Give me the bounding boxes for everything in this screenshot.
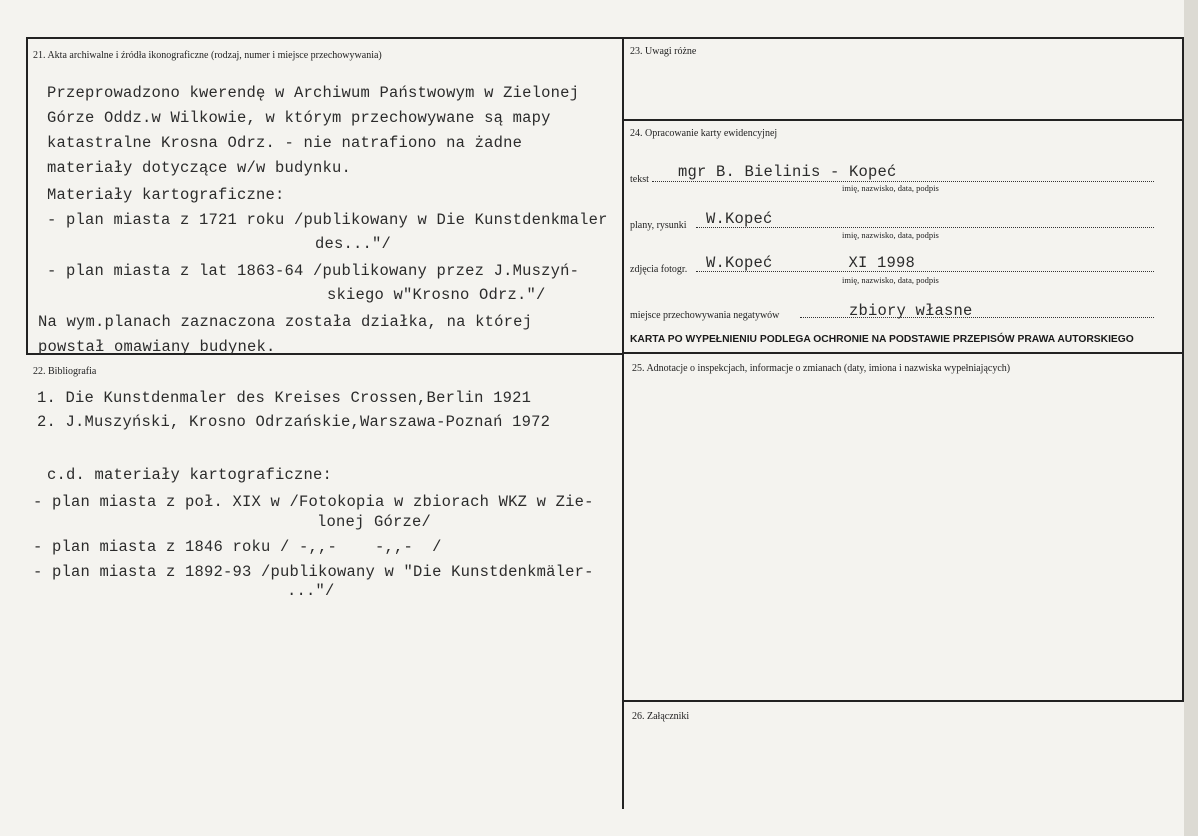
s21-line-11: powstał omawiany budynek. — [38, 338, 276, 356]
s22-line-5: lonej Górze/ — [317, 513, 432, 531]
row-zdjecia-value: W.Kopeć XI 1998 — [706, 254, 916, 272]
row-tekst-value: mgr B. Bielinis - Kopeć — [678, 163, 897, 181]
row-plany-label: plany, rysunki — [630, 220, 687, 231]
row-plany-sub: imię, nazwisko, data, podpis — [842, 230, 939, 240]
paper-edge — [1184, 0, 1198, 836]
s21-line-10: Na wym.planach zaznaczona została działka, na której — [38, 313, 533, 331]
section-26-label: 26. Załączniki — [632, 711, 690, 722]
s22-line-2: 2. J.Muszyński, Krosno Odrzańskie,Warszawa-Poznań 1972 — [37, 413, 551, 431]
section-21-label: 21. Akta archiwalne i źródła ikonograficzne (rodzaj, numer i miejsce przechowywania) — [33, 50, 382, 61]
rule-25-26 — [622, 700, 1184, 702]
s22-line-1: 1. Die Kunstdenmaler des Kreises Crossen,Berlin 1921 — [37, 389, 532, 407]
s22-line-8: ..."/ — [287, 582, 335, 600]
top-rule — [26, 37, 1184, 39]
s21-line-2: Górze Oddz.w Wilkowie, w którym przechowywane są mapy — [47, 109, 551, 127]
s21-line-6: - plan miasta z 1721 roku /publikowany w Die Kunstdenkmaler — [47, 211, 608, 229]
s21-line-7: des..."/ — [315, 235, 392, 253]
row-tekst-label: tekst — [630, 174, 649, 185]
row-negatywy-value: zbiory własne — [849, 302, 973, 320]
row-tekst-dotline — [652, 181, 1154, 182]
center-divider — [622, 37, 624, 809]
section-25-label: 25. Adnotacje o inspekcjach, informacje o zmianach (daty, imiona i nazwiska wypełniających) — [632, 363, 1011, 374]
row-negatywy-label: miejsce przechowywania negatywów — [630, 310, 780, 321]
s21-line-8: - plan miasta z lat 1863-64 /publikowany przez J.Muszyń- — [47, 262, 580, 280]
s22-line-3: c.d. materiały kartograficzne: — [47, 466, 333, 484]
s22-line-6: - plan miasta z 1846 roku / -,,- -,,- / — [33, 538, 442, 556]
left-divider — [26, 37, 28, 355]
row-plany-value: W.Kopeć — [706, 210, 773, 228]
s22-line-4: - plan miasta z poł. XIX w /Fotokopia w zbiorach WKZ w Zie- — [33, 493, 594, 511]
middle-rule-right — [622, 352, 1184, 354]
s22-line-7: - plan miasta z 1892-93 /publikowany w "Die Kunstdenkmäler- — [33, 563, 594, 581]
section-24-label: 24. Opracowanie karty ewidencyjnej — [630, 128, 778, 139]
rule-23-24 — [622, 119, 1184, 121]
section-22-label: 22. Bibliografia — [33, 366, 97, 377]
s21-line-4: materiały dotyczące w/w budynku. — [47, 159, 352, 177]
copyright-notice: KARTA PO WYPEŁNIENIU PODLEGA OCHRONIE NA PODSTAWIE PRZEPISÓW PRAWA AUTORSKIEGO — [630, 334, 1134, 345]
section-23-label: 23. Uwagi różne — [630, 46, 697, 57]
row-tekst-sub: imię, nazwisko, data, podpis — [842, 183, 939, 193]
row-zdjecia-label: zdjęcia fotogr. — [630, 264, 688, 275]
s21-line-3: katastralne Krosna Odrz. - nie natrafiono na żadne — [47, 134, 523, 152]
s21-line-1: Przeprowadzono kwerendę w Archiwum Państwowym w Zielonej — [47, 84, 580, 102]
s21-line-9: skiego w"Krosno Odrz."/ — [327, 286, 546, 304]
s21-line-5: Materiały kartograficzne: — [47, 186, 285, 204]
row-zdjecia-sub: imię, nazwisko, data, podpis — [842, 275, 939, 285]
right-border — [1182, 37, 1184, 702]
